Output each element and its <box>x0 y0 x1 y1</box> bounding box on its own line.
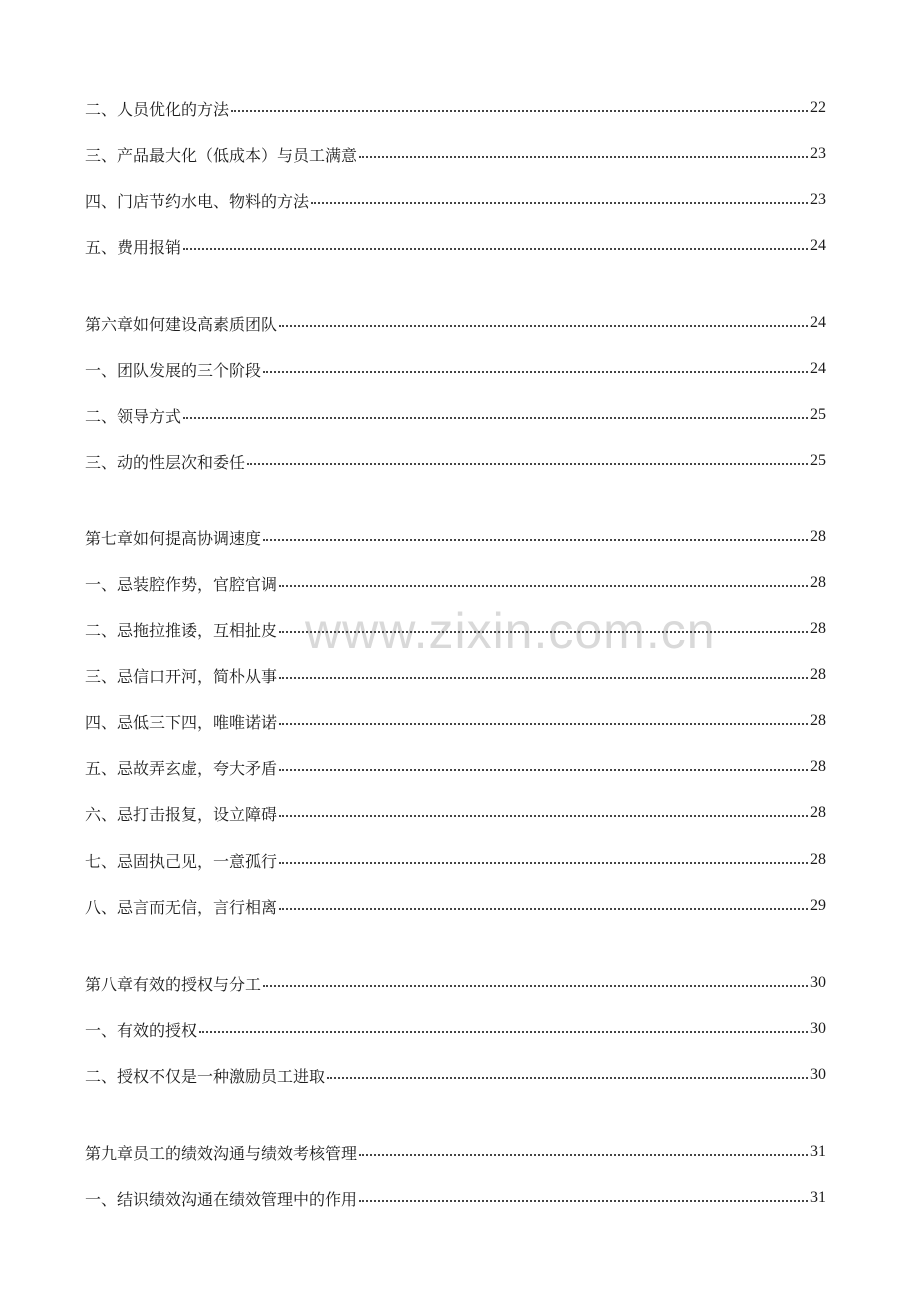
toc-leader-dots <box>311 200 808 204</box>
toc-chapter-entry[interactable] <box>85 970 826 996</box>
toc-entry-page: 24 <box>810 237 826 254</box>
toc-entry-page: 28 <box>810 712 826 729</box>
toc-entry[interactable] <box>85 187 826 213</box>
toc-entry-page: 30 <box>810 1020 826 1037</box>
toc-entry-page: 28 <box>810 666 826 683</box>
toc-leader-dots <box>263 369 808 373</box>
toc-entry-page: 31 <box>810 1143 826 1160</box>
toc-leader-dots <box>359 1198 808 1202</box>
toc-leader-dots <box>279 721 808 725</box>
toc-entry-page: 24 <box>810 314 826 331</box>
toc-entry-title: 二、人员优化的方法 <box>85 99 230 119</box>
toc-entry-title: 第九章员工的绩效沟通与绩效考核管理 <box>85 1143 358 1163</box>
toc-entry-title: 二、授权不仅是一种激励员工进取 <box>85 1066 326 1086</box>
watermark: www.zixin.com.cn <box>305 603 716 659</box>
toc-leader-dots <box>279 629 808 633</box>
toc-entry[interactable] <box>85 708 826 734</box>
toc-entry-title: 一、有效的授权 <box>85 1020 198 1040</box>
toc-chapter-entry[interactable] <box>85 524 826 550</box>
toc-entry-page: 24 <box>810 360 826 377</box>
toc-entry-page: 23 <box>810 191 826 208</box>
toc-leader-dots <box>183 415 808 419</box>
toc-leader-dots <box>359 1152 808 1156</box>
toc-entry[interactable] <box>85 893 826 919</box>
toc-entry-title: 一、团队发展的三个阶段 <box>85 360 262 380</box>
toc-entry[interactable] <box>85 1185 826 1211</box>
toc-entry-title: 三、产品最大化（低成本）与员工满意 <box>85 145 358 165</box>
toc-leader-dots <box>199 1029 808 1033</box>
toc-entry[interactable] <box>85 662 826 688</box>
toc-entry[interactable] <box>85 141 826 167</box>
toc-leader-dots <box>247 461 808 465</box>
toc-entry-title: 第六章如何建设高素质团队 <box>85 314 278 334</box>
toc-leader-dots <box>263 537 808 541</box>
toc-entry[interactable] <box>85 402 826 428</box>
toc-entry-title: 一、忌装腔作势，官腔官调 <box>85 574 278 594</box>
toc-entry-page: 31 <box>810 1189 826 1206</box>
toc-entry[interactable] <box>85 616 826 642</box>
toc-chapter-entry[interactable] <box>85 310 826 336</box>
toc-entry-page: 29 <box>810 897 826 914</box>
toc-entry-page: 28 <box>810 574 826 591</box>
toc-leader-dots <box>279 906 808 910</box>
toc-leader-dots <box>327 1075 808 1079</box>
toc-leader-dots <box>279 767 808 771</box>
toc-entry-title: 三、忌信口开河，简朴从事 <box>85 666 278 686</box>
toc-entry[interactable] <box>85 754 826 780</box>
toc-entry-title: 四、忌低三下四，唯唯诺诺 <box>85 712 278 732</box>
toc-entry[interactable] <box>85 356 826 382</box>
toc-entry[interactable] <box>85 95 826 121</box>
toc-leader-dots <box>279 583 808 587</box>
toc-leader-dots <box>183 246 808 250</box>
toc-entry-page: 23 <box>810 145 826 162</box>
toc-leader-dots <box>263 983 808 987</box>
toc-entry-page: 22 <box>810 99 826 116</box>
toc-entry-title: 四、门店节约水电、物料的方法 <box>85 191 310 211</box>
toc-entry-title: 七、忌固执己见，一意孤行 <box>85 851 278 871</box>
toc-entry[interactable] <box>85 448 826 474</box>
toc-entry[interactable] <box>85 1016 826 1042</box>
toc-entry-title: 八、忌言而无信，言行相离 <box>85 897 278 917</box>
toc-leader-dots <box>279 675 808 679</box>
toc-entry-title: 第七章如何提高协调速度 <box>85 528 262 548</box>
toc-entry-title: 五、费用报销 <box>85 237 182 257</box>
toc-entry-title: 第八章有效的授权与分工 <box>85 974 262 994</box>
toc-entry[interactable] <box>85 233 826 259</box>
toc-entry-title: 三、动的性层次和委任 <box>85 452 246 472</box>
toc-leader-dots <box>359 154 808 158</box>
toc-entry-page: 28 <box>810 528 826 545</box>
toc-entry-page: 30 <box>810 974 826 991</box>
toc-entry[interactable] <box>85 1062 826 1088</box>
toc-leader-dots <box>231 108 808 112</box>
toc-entry[interactable] <box>85 570 826 596</box>
toc-entry-page: 25 <box>810 406 826 423</box>
toc-entry-page: 30 <box>810 1066 826 1083</box>
toc-leader-dots <box>279 860 808 864</box>
toc-entry-title: 一、结识绩效沟通在绩效管理中的作用 <box>85 1189 358 1209</box>
toc-entry-title: 二、忌拖拉推诿，互相扯皮 <box>85 620 278 640</box>
toc-entry-title: 六、忌打击报复，设立障碍 <box>85 804 278 824</box>
toc-entry-page: 28 <box>810 804 826 821</box>
toc-entry[interactable] <box>85 800 826 826</box>
toc-leader-dots <box>279 323 808 327</box>
toc-entry[interactable] <box>85 847 826 873</box>
toc-entry-title: 五、忌故弄玄虚，夸大矛盾 <box>85 758 278 778</box>
toc-entry-page: 25 <box>810 452 826 469</box>
toc-leader-dots <box>279 813 808 817</box>
toc-entry-page: 28 <box>810 758 826 775</box>
toc-entry-page: 28 <box>810 851 826 868</box>
toc-entry-page: 28 <box>810 620 826 637</box>
toc-entry-title: 二、领导方式 <box>85 406 182 426</box>
toc-chapter-entry[interactable] <box>85 1139 826 1165</box>
